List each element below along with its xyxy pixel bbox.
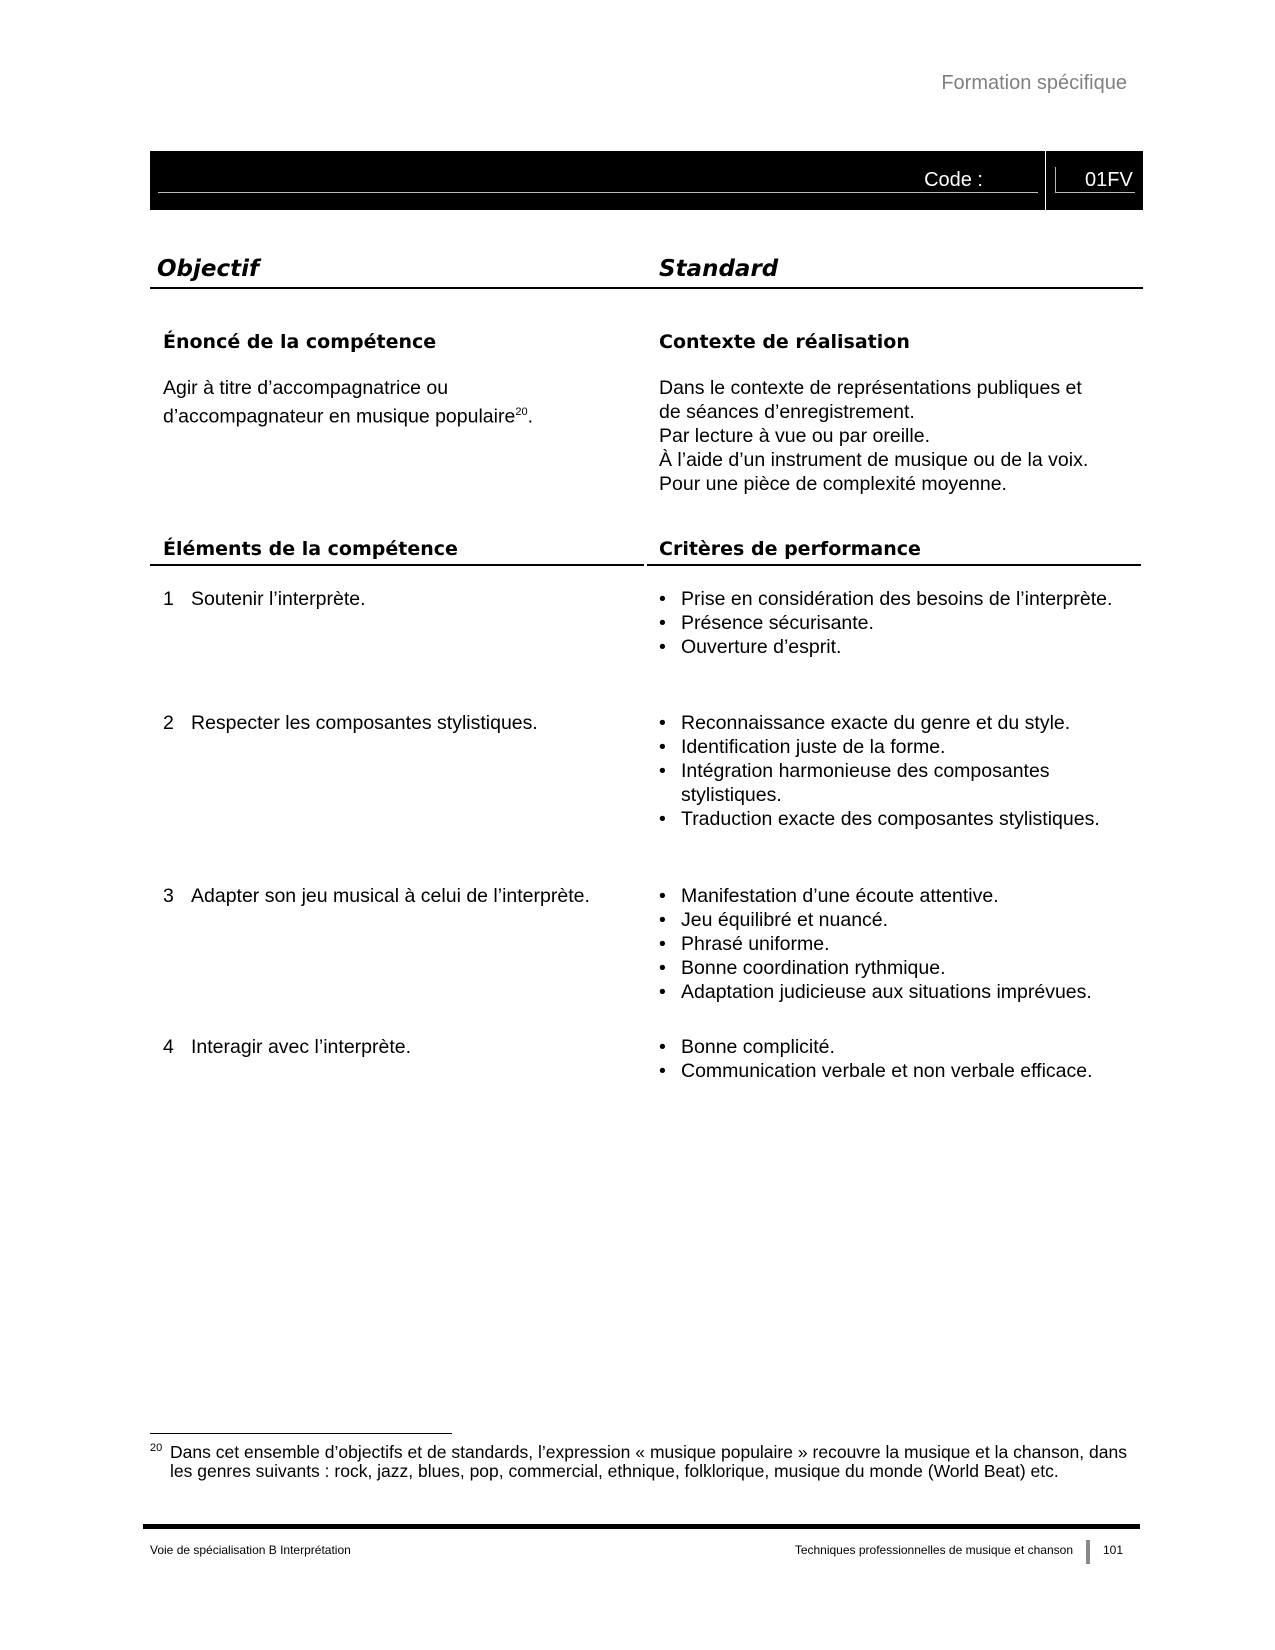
standard-heading: Standard xyxy=(659,256,779,282)
criteria-title: Critères de performance xyxy=(659,538,921,560)
footer-left: Voie de spécialisation B Interprétation xyxy=(150,1543,351,1557)
criteria-item: • Traduction exacte des composantes stylistiques. xyxy=(659,807,1129,831)
element-item xyxy=(163,1035,411,1059)
running-header: Formation spécifique xyxy=(941,72,1127,94)
element-text: Adapter son jeu musical à celui de l’interprète. xyxy=(191,885,590,907)
element-item xyxy=(163,711,538,735)
statement-line: d’accompagnateur en musique populaire xyxy=(163,405,516,428)
criteria-item: • Intégration harmonieuse des composantes stylistiques. xyxy=(659,759,1129,807)
criteria-item: • Prise en considération des besoins de l’interprète. xyxy=(659,587,1129,611)
element-item xyxy=(163,884,590,908)
criteria-item: • Jeu équilibré et nuancé. xyxy=(659,908,1129,932)
statement-title: Énoncé de la compétence xyxy=(163,331,437,353)
criteria-list xyxy=(659,711,1129,831)
elements-title: Éléments de la compétence xyxy=(163,538,458,560)
context-line: de séances d’enregistrement. xyxy=(659,401,915,423)
criteria-item: • Ouverture d’esprit. xyxy=(659,635,1129,659)
divider xyxy=(1055,167,1056,193)
code-bar xyxy=(150,151,1143,210)
objective-heading: Objectif xyxy=(157,256,260,282)
divider xyxy=(1045,151,1046,210)
criteria-item: • Phrasé uniforme. xyxy=(659,932,1129,956)
criteria-item: • Présence sécurisante. xyxy=(659,611,1129,635)
divider xyxy=(1055,192,1135,193)
footnote-number: 20 xyxy=(150,1442,163,1454)
footnote-text: Dans cet ensemble d’objectifs et de standards, l’expression « musique populaire » recouvre la musique et la chanson, dans les genres suivants : rock, jazz, blues, pop, commercial, ethnique, folklorique, musique du monde (World Beat) etc. xyxy=(170,1442,1127,1481)
element-number: 4 xyxy=(163,1036,174,1058)
criteria-list xyxy=(659,587,1129,659)
criteria-item: • Identification juste de la forme. xyxy=(659,735,1129,759)
criteria-item: • Bonne coordination rythmique. xyxy=(659,956,1129,980)
criteria-item: • Adaptation judicieuse aux situations imprévues. xyxy=(659,980,1129,1004)
context-line: Dans le contexte de représentations publiques et xyxy=(659,377,1082,399)
statement-text xyxy=(163,376,533,429)
footer-divider xyxy=(1086,1540,1090,1564)
context-title: Contexte de réalisation xyxy=(659,331,910,353)
element-text: Interagir avec l’interprète. xyxy=(191,1036,412,1058)
divider xyxy=(158,192,1038,193)
footer-rule xyxy=(143,1524,1140,1529)
code-value: 01FV xyxy=(1085,169,1133,191)
criteria-item: • Reconnaissance exacte du genre et du style. xyxy=(659,711,1129,735)
page-number: 101 xyxy=(1103,1543,1124,1557)
element-number: 3 xyxy=(163,885,174,907)
elements-rule xyxy=(150,564,644,566)
criteria-list xyxy=(659,1035,1129,1083)
context-line: Par lecture à vue ou par oreille. xyxy=(659,425,930,447)
criteria-item: • Bonne complicité. xyxy=(659,1035,1129,1059)
statement-line: Agir à titre d’accompagnatrice ou xyxy=(163,377,449,399)
footnote-ref[interactable]: 20 xyxy=(515,406,528,418)
footnote-rule xyxy=(150,1433,452,1434)
criteria-list xyxy=(659,884,1129,1004)
element-number: 1 xyxy=(163,588,174,610)
element-item xyxy=(163,587,366,611)
element-text: Respecter les composantes stylistiques. xyxy=(191,712,538,734)
element-text: Soutenir l’interprète. xyxy=(191,588,366,610)
criteria-item: • Manifestation d’une écoute attentive. xyxy=(659,884,1129,908)
criteria-rule xyxy=(647,564,1141,566)
footnote xyxy=(150,1442,1127,1481)
code-label: Code : xyxy=(924,169,983,191)
statement-end: . xyxy=(527,405,533,428)
heading-rule xyxy=(150,287,1143,289)
context-line: À l’aide d’un instrument de musique ou de la voix. xyxy=(659,449,1089,471)
criteria-item: • Communication verbale et non verbale efficace. xyxy=(659,1059,1129,1083)
context-line: Pour une pièce de complexité moyenne. xyxy=(659,473,1007,495)
element-number: 2 xyxy=(163,712,174,734)
context-text xyxy=(659,376,1088,496)
footer-right: Techniques professionnelles de musique et chanson xyxy=(794,1543,1073,1557)
